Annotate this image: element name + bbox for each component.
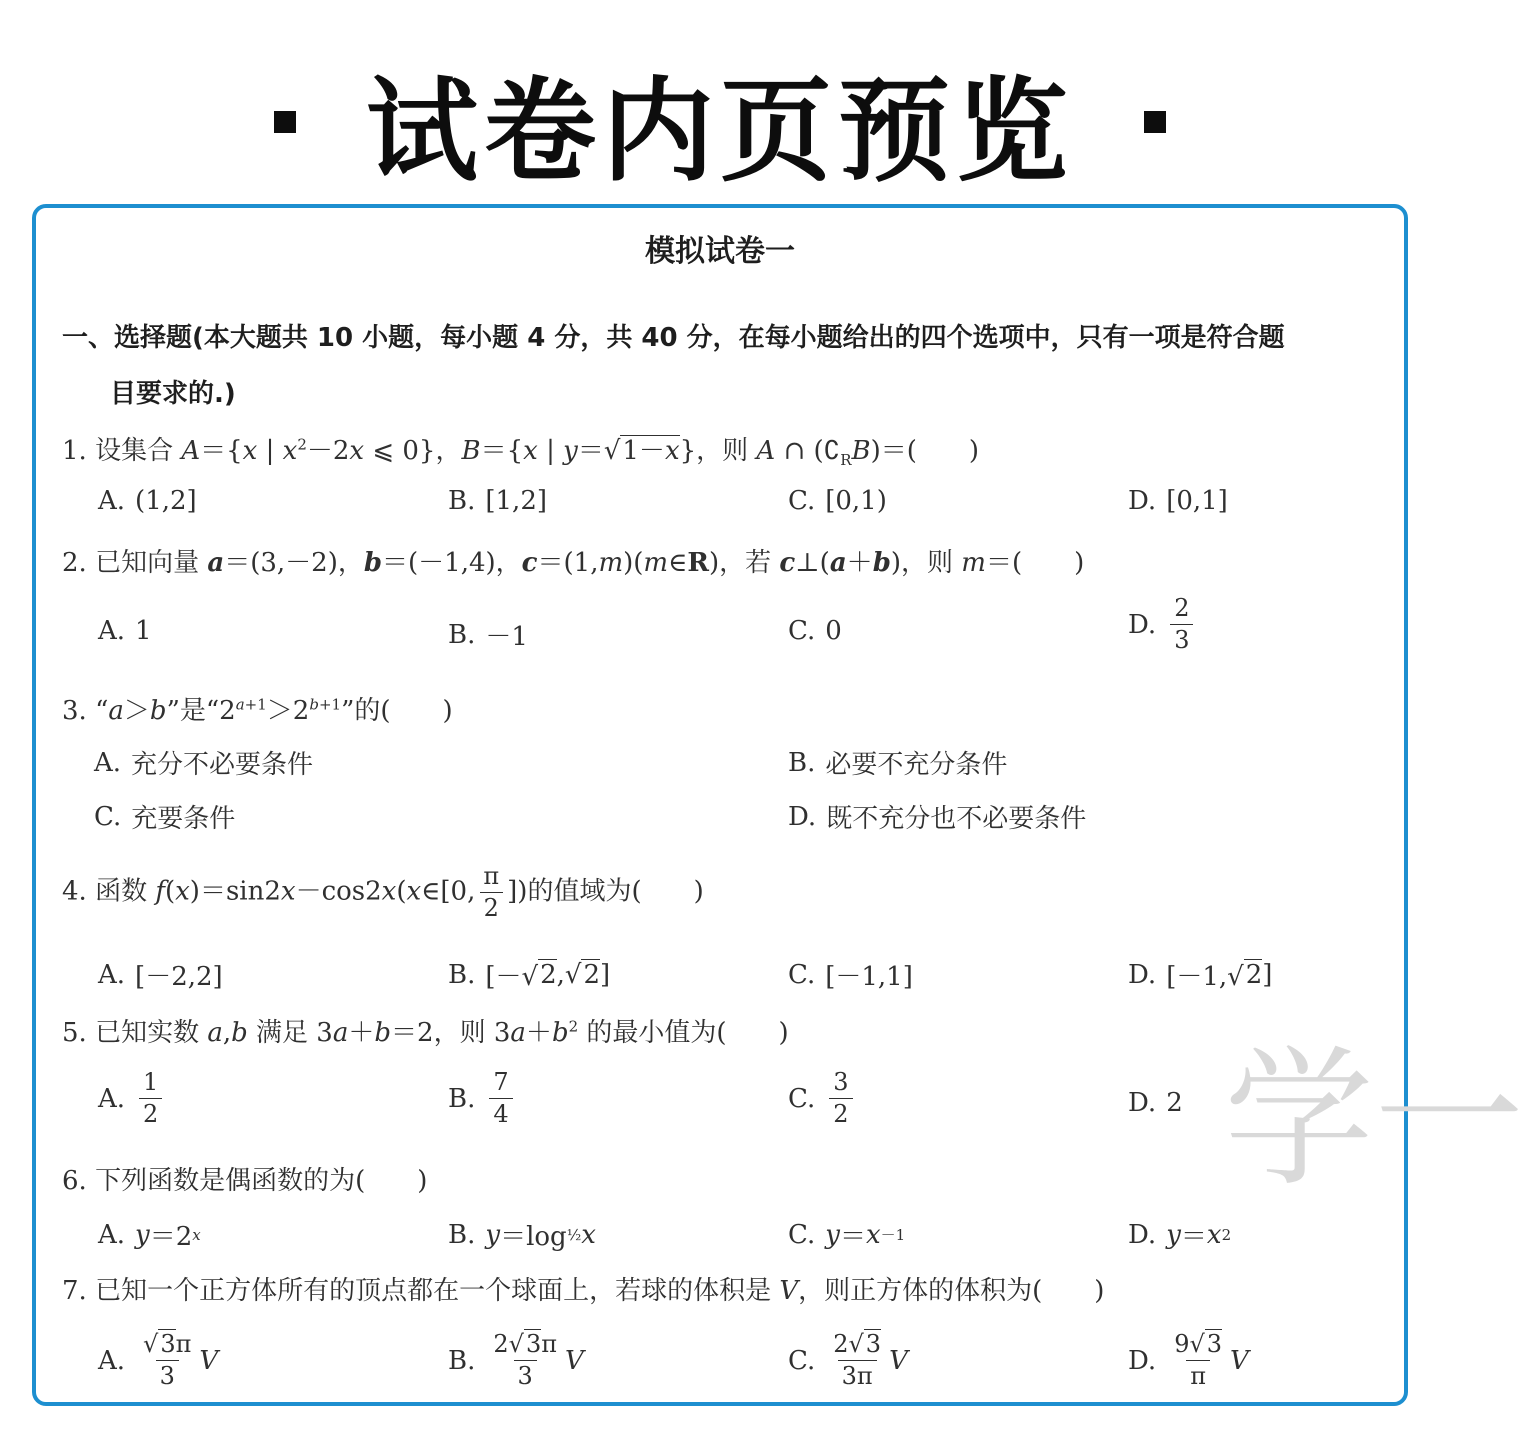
watermark-text: 学一 [1224, 1033, 1524, 1207]
exam-title: 模拟试卷一 [645, 234, 795, 269]
question-6-stem: 6. 下列函数是偶函数的为( ) [62, 1166, 428, 1196]
question-7-option-a[interactable]: A. $\frac{√3\pi}{3}$ V [98, 1330, 219, 1391]
preview-heading-text: 试卷内页预览 [366, 66, 1074, 197]
question-3-stem: 3. “a＞b”是“$2^{a+1}>2^{b+1}$”的( ) [62, 695, 453, 726]
question-1-option-a[interactable]: A. (1,2] [98, 486, 197, 516]
question-3-option-b[interactable]: B. 必要不充分条件 [788, 747, 1008, 780]
section-heading [62, 310, 1392, 422]
question-1-option-b[interactable]: B. [1,2] [448, 486, 548, 516]
section-heading-line2: 目要求的.) [110, 379, 236, 409]
question-5-stem: 5. 已知实数 a,b 满足 3a＋b＝2，则 $3a+b^2$ 的最小值为( ) [62, 1017, 789, 1048]
question-5-option-a[interactable]: A. $\frac{1}{2}$ [98, 1070, 166, 1127]
question-2-option-d[interactable]: D. $\frac{2}{3}$ [1128, 596, 1197, 653]
question-1-stem: 1. 设集合 A＝{x | $x^2-2x$ ⩽ 0}，B＝{x | y＝√1－x}，则 A ∩ $(∁_RB)=$( ) [62, 435, 980, 470]
question-7-stem: 7. 已知一个正方体所有的顶点都在一个球面上，若球的体积是 V，则正方体的体积为( ) [62, 1276, 1105, 1306]
question-4-option-a[interactable]: A. [－2,2] [98, 959, 223, 992]
question-3-option-a[interactable]: A. 充分不必要条件 [94, 747, 314, 780]
question-6-option-d[interactable]: D. y ＝ x 2 [1128, 1219, 1232, 1252]
question-7-option-d[interactable]: D. $\frac{9√3}{\pi}$ V [1128, 1330, 1249, 1391]
question-5-option-c[interactable]: C. $\frac{3}{2}$ [788, 1070, 857, 1127]
question-2-stem: 2. 已知向量 a＝(3,－2)，b＝(－1,4)，c＝(1,m)(m∈R)，若 c⊥(a＋b)，则 m＝( ) [62, 548, 1085, 578]
question-2-option-a[interactable]: A. 1 [98, 616, 152, 646]
question-7-option-c[interactable]: C. $\frac{2√3}{3\pi}$ V [788, 1330, 908, 1391]
exam-page-frame [32, 204, 1524, 1406]
question-2-option-b[interactable]: B. －1 [448, 619, 528, 652]
bullet-dot-right [1144, 111, 1166, 133]
question-4-stem: 4. 函数 f(x)＝sin2x－cos2x(x∈[0, $\frac{\pi}{2}$ ])的值域为( ) [62, 862, 704, 923]
question-5-option-d[interactable]: D. 2 [1128, 1088, 1183, 1118]
section-heading-line1: 一、选择题(本大题共 10 小题，每小题 4 分，共 40 分，在每小题给出的四个选项中，只有一项是符合题 [62, 323, 1285, 353]
question-5-option-b[interactable]: B. $\frac{7}{4}$ [448, 1070, 517, 1127]
question-3-option-d[interactable]: D. 既不充分也不必要条件 [788, 801, 1087, 834]
question-6-option-b[interactable]: B. y ＝log ½ x [448, 1219, 596, 1252]
question-7-option-b[interactable]: B. $\frac{2√3\pi}{3}$ V [448, 1330, 584, 1391]
bullet-dot-left [274, 111, 296, 133]
question-2-option-c[interactable]: C. 0 [788, 616, 842, 646]
question-3-option-c[interactable]: C. 充要条件 [94, 801, 236, 834]
preview-heading [0, 52, 1440, 197]
question-6-option-c[interactable]: C. y ＝ x －1 [788, 1219, 906, 1252]
question-6-option-a[interactable]: A. y ＝2 x [98, 1219, 201, 1252]
question-4-option-d[interactable]: D. [－1,√ 2 ] [1128, 959, 1273, 992]
question-1-option-c[interactable]: C. [0,1) [788, 486, 887, 516]
question-4-option-b[interactable]: B. [－√ 2 ,√ 2 ] [448, 959, 611, 992]
question-4-option-c[interactable]: C. [－1,1] [788, 959, 913, 992]
question-1-option-d[interactable]: D. [0,1] [1128, 486, 1228, 516]
